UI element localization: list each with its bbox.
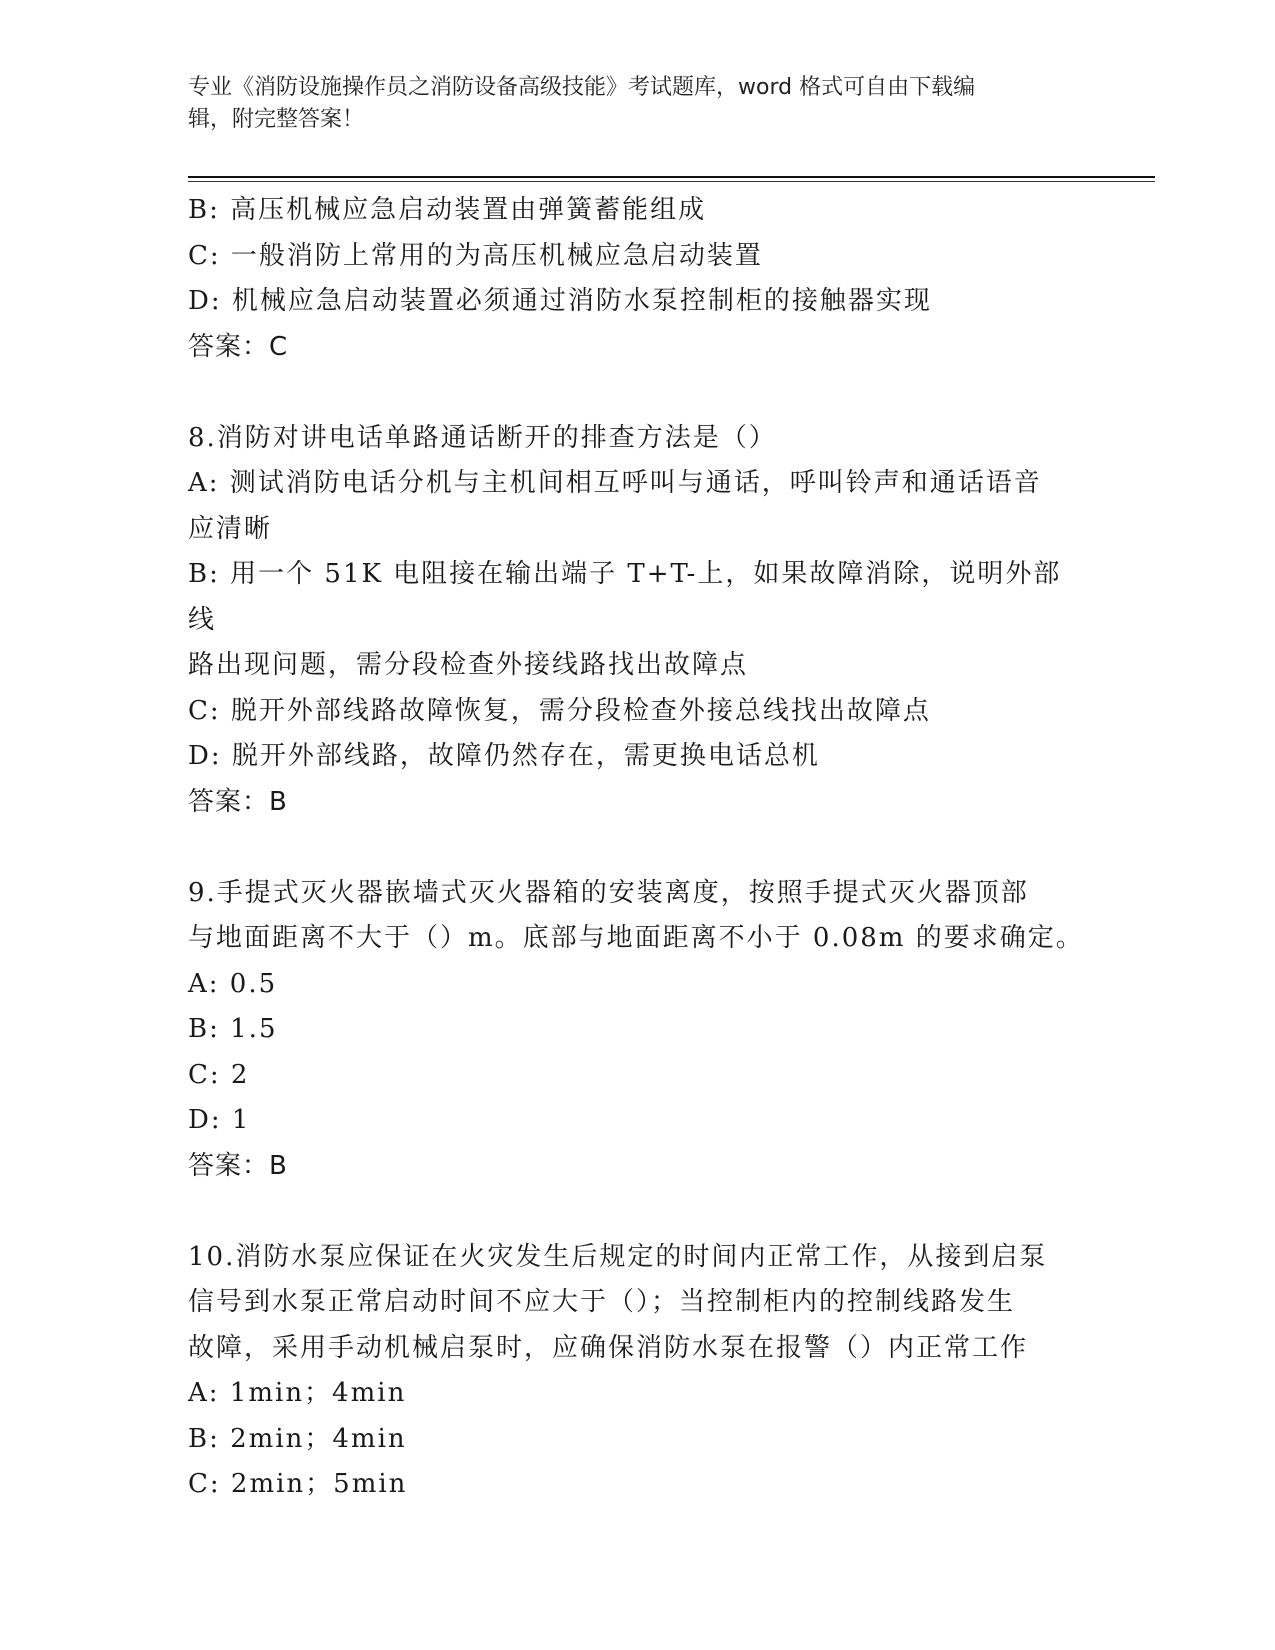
q10-stem-line-1: 10.消防水泵应保证在火灾发生后规定的时间内正常工作，从接到启泵	[188, 1241, 1048, 1272]
q8-option-b-line-2: 路出现问题，需分段检查外接线路找出故障点	[188, 650, 749, 680]
q10-option-c: C: 2min；5min	[188, 1469, 408, 1499]
q8-answer: 答案：B	[188, 786, 288, 817]
q7-option-d: D: 机械应急启动装置必须通过消防水泵控制柜的接触器实现	[188, 286, 932, 316]
question-content	[188, 188, 1088, 1508]
q8-option-a-line-2: 应清晰	[188, 513, 273, 544]
q7-option-c: C: 一般消防上常用的为高压机械应急启动装置	[188, 240, 763, 271]
q9-option-c: C: 2	[188, 1059, 250, 1090]
q8-option-c: C: 脱开外部线路故障恢复，需分段检查外接总线找出故障点	[188, 695, 931, 726]
document-header	[188, 72, 1068, 136]
q9-option-d: D: 1	[188, 1105, 251, 1135]
q9-stem-line-2: 与地面距离不大于（）m。底部与地面距离不小于 0.08m 的要求确定。	[188, 923, 1084, 953]
question-10	[188, 1235, 1088, 1508]
spacer	[188, 1189, 1088, 1235]
question-7-tail	[188, 188, 1088, 370]
header-line-2: 辑，附完整答案！	[188, 107, 365, 132]
spacer	[188, 370, 1088, 416]
q10-stem-line-2: 信号到水泵正常启动时间不应大于（）；当控制柜内的控制线路发生	[188, 1287, 1016, 1317]
q7-answer: 答案：C	[188, 331, 289, 362]
spacer	[188, 825, 1088, 871]
q10-option-b: B: 2min；4min	[188, 1423, 407, 1454]
q9-option-a: A: 0.5	[188, 968, 278, 999]
header-divider-thin	[188, 181, 1155, 182]
header-divider-thick	[188, 176, 1155, 178]
q8-option-a-line-1: A: 测试消防电话分机与主机间相互呼叫与通话，呼叫铃声和通话语音	[188, 468, 1042, 498]
header-line-1: 专业《消防设施操作员之消防设备高级技能》考试题库，word 格式可自由下载编	[188, 75, 976, 100]
q10-stem-line-3: 故障，采用手动机械启泵时，应确保消防水泵在报警（）内正常工作	[188, 1332, 1029, 1363]
question-9	[188, 871, 1088, 1190]
q9-stem-line-1: 9.手提式灭火器嵌墙式灭火器箱的安装离度，按照手提式灭火器顶部	[188, 877, 1029, 908]
q9-answer: 答案：B	[188, 1150, 288, 1181]
q8-option-b-line-1: B: 用一个 51K 电阻接在输出端子 T+T-上，如果故障消除，说明外部线	[188, 559, 1062, 635]
question-8	[188, 416, 1088, 826]
q10-option-a: A: 1min；4min	[188, 1378, 407, 1408]
q7-option-b: B: 高压机械应急启动装置由弹簧蓄能组成	[188, 195, 707, 225]
q8-option-d: D: 脱开外部线路，故障仍然存在，需更换电话总机	[188, 741, 820, 771]
q9-option-b: B: 1.5	[188, 1014, 278, 1044]
q8-stem: 8.消防对讲电话单路通话断开的排查方法是（）	[188, 422, 777, 453]
